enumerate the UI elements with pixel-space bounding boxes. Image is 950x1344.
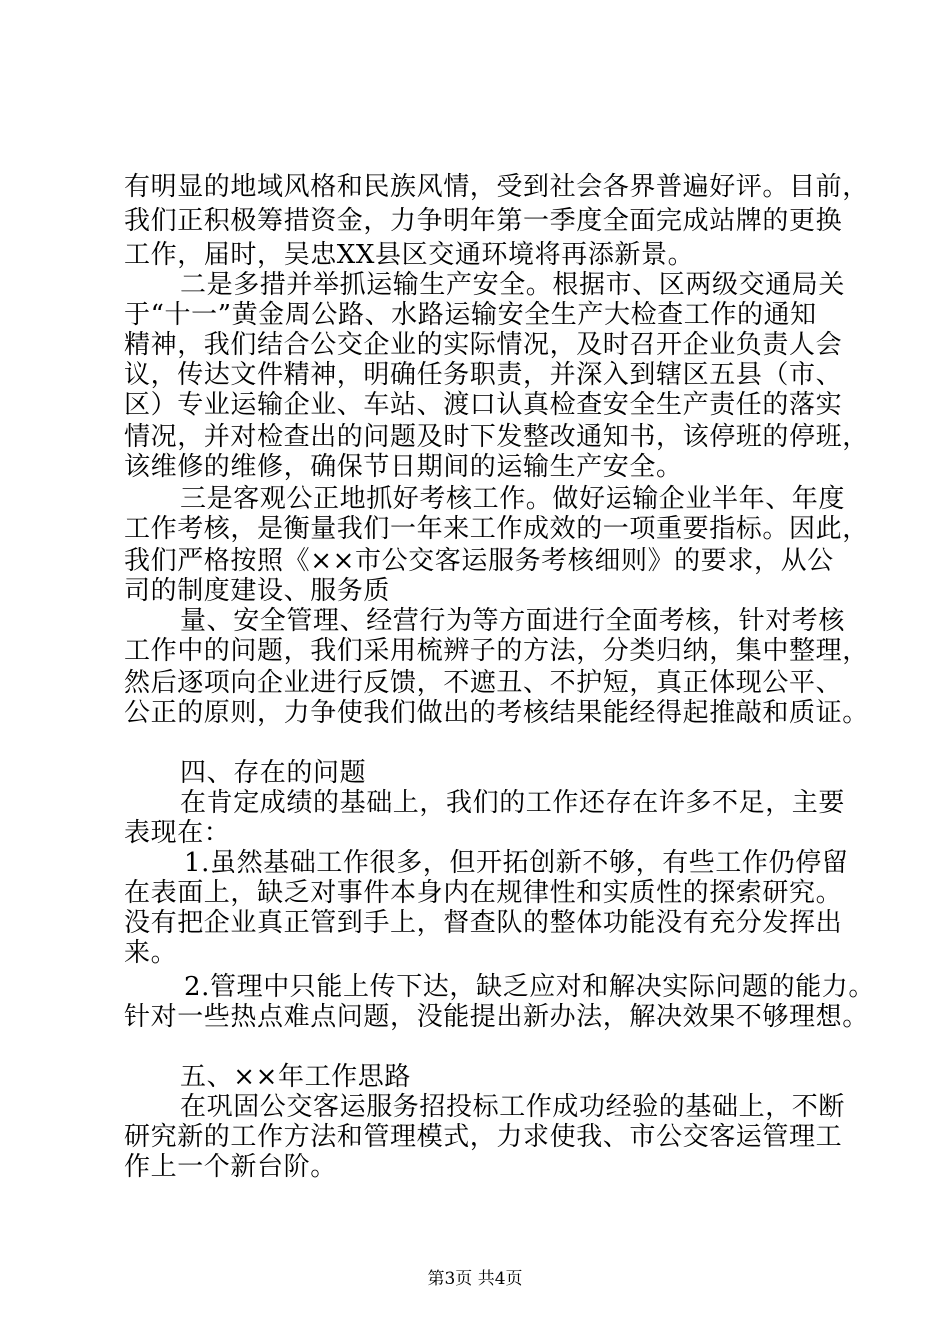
list-item-line: 没有把企业真正管到手上，督查队的整体功能没有充分发挥出 (124, 908, 843, 938)
paragraph-line: 在巩固公交客运服务招投标工作成功经验的基础上，不断 (180, 1092, 846, 1122)
paragraph-line: 研究新的工作方法和管理模式，力求使我、市公交客运管理工 (124, 1122, 843, 1152)
paragraph-line: 工作中的问题，我们采用梳辨子的方法，分类归纳，集中整理， (124, 636, 869, 666)
paragraph-line: 工作考核，是衡量我们一年来工作成效的一项重要指标。因此， (124, 514, 869, 544)
paragraph-line: 我们严格按照《××市公交客运服务考核细则》的要求，从公 (124, 546, 834, 576)
page-number-footer: 第3页 共4页 (427, 1269, 523, 1289)
paragraph-line: 于“十一”黄金周公路、水路运输安全生产大检查工作的通知 (124, 300, 817, 330)
section-heading: 五、××年工作思路 (180, 1062, 411, 1092)
paragraph-line: 区）专业运输企业、车站、渡口认真检查安全生产责任的落实 (124, 390, 843, 420)
paragraph-line: 精神，我们结合公交企业的实际情况，及时召开企业负责人会 (124, 330, 843, 360)
list-item-line: 2.管理中只能上传下达，缺乏应对和解决实际问题的能力。 (184, 972, 876, 1002)
list-item-line: 来。 (124, 938, 178, 968)
list-item-line: 针对一些热点难点问题，没能提出新办法，解决效果不够理想。 (124, 1002, 869, 1032)
paragraph-line: 二是多措并举抓运输生产安全。根据市、区两级交通局关 (180, 270, 846, 300)
list-item-line: 1.虽然基础工作很多，但开拓创新不够，有些工作仍停留 (184, 848, 849, 878)
paragraph-line: 司的制度建设、服务质 (124, 576, 391, 606)
paragraph-line: 该维修的维修，确保节日期间的运输生产安全。 (124, 452, 683, 482)
paragraph-line: 情况，并对检查出的问题及时下发整改通知书，该停班的停班， (124, 422, 869, 452)
paragraph-line: 工作，届时，吴忠XX县区交通环境将再添新景。 (124, 240, 695, 270)
paragraph-line: 有明显的地域风格和民族风情，受到社会各界普遍好评。目前， (124, 172, 869, 202)
paragraph-line: 议，传达文件精神，明确任务职责，并深入到辖区五县（市、 (124, 360, 843, 390)
section-heading: 四、存在的问题 (180, 758, 367, 788)
paragraph-line: 我们正积极筹措资金，力争明年第一季度全面完成站牌的更换 (124, 206, 843, 236)
paragraph-line: 表现在： (124, 818, 231, 848)
list-item-line: 在表面上，缺乏对事件本身内在规律性和实质性的探索研究。 (124, 878, 843, 908)
paragraph-line: 然后逐项向企业进行反馈，不遮丑、不护短，真正体现公平、 (124, 668, 843, 698)
paragraph-line: 在肯定成绩的基础上，我们的工作还存在许多不足，主要 (180, 788, 846, 818)
paragraph-line: 公正的原则，力争使我们做出的考核结果能经得起推敲和质证。 (124, 698, 869, 728)
paragraph-line: 三是客观公正地抓好考核工作。做好运输企业半年、年度 (180, 484, 846, 514)
paragraph-line: 作上一个新台阶。 (124, 1152, 337, 1182)
paragraph-line: 量、安全管理、经营行为等方面进行全面考核，针对考核 (180, 606, 846, 636)
